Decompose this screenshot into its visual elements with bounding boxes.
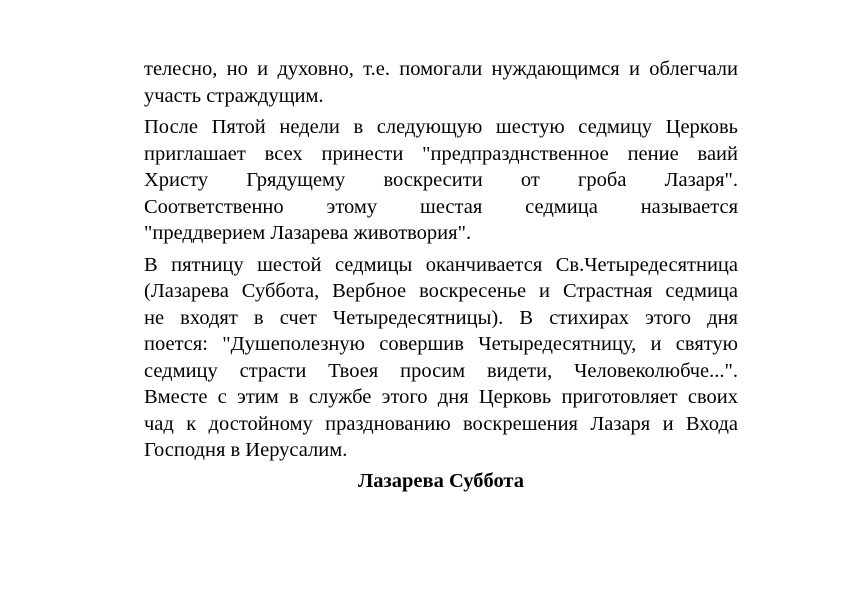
text-line: Христу Грядущему воскресити от гроба Лазаря". xyxy=(144,169,738,191)
text-line: не входят в счет Четыредесятницы). В стихирах этого дня xyxy=(144,306,738,329)
section-heading: Лазарева Суббота xyxy=(357,469,524,492)
text-line: участь страждущим. xyxy=(144,84,324,107)
text-line: После Пятой недели в следующую шестую седмицу Церковь xyxy=(144,116,738,138)
text-line: Вместе с этим в службе этого дня Церковь приготовляет своих xyxy=(144,386,738,408)
text-line: Соответственно этому шестая седмица называется xyxy=(144,195,738,218)
text-line: телесно, но и духовно, т.е. помогали нуждающимся и облегчали xyxy=(144,58,738,80)
text-line: В пятницу шестой седмицы оканчивается Св.Четыредесятница xyxy=(144,253,738,276)
text-line: приглашает всех принести "предпразднственное пение ваий xyxy=(144,142,738,165)
text-line: "преддверием Лазарева животвория". xyxy=(144,222,472,244)
paragraph-2 xyxy=(144,114,738,247)
paragraph-3 xyxy=(144,252,738,464)
text-line: Господня в Иерусалим. xyxy=(144,439,348,461)
paragraph-1 xyxy=(144,56,738,109)
text-line: седмицу страсти Твоея просим видети, Человеколюбче...". xyxy=(144,359,738,382)
document-body xyxy=(144,56,738,494)
text-line: поется: "Душеполезную совершив Четыредесятницу, и святую xyxy=(144,333,738,355)
text-line: чад к достойному празднованию воскрешения Лазаря и Входа xyxy=(144,412,738,435)
text-line: (Лазарева Суббота, Вербное воскресенье и Страстная седмица xyxy=(144,280,738,302)
